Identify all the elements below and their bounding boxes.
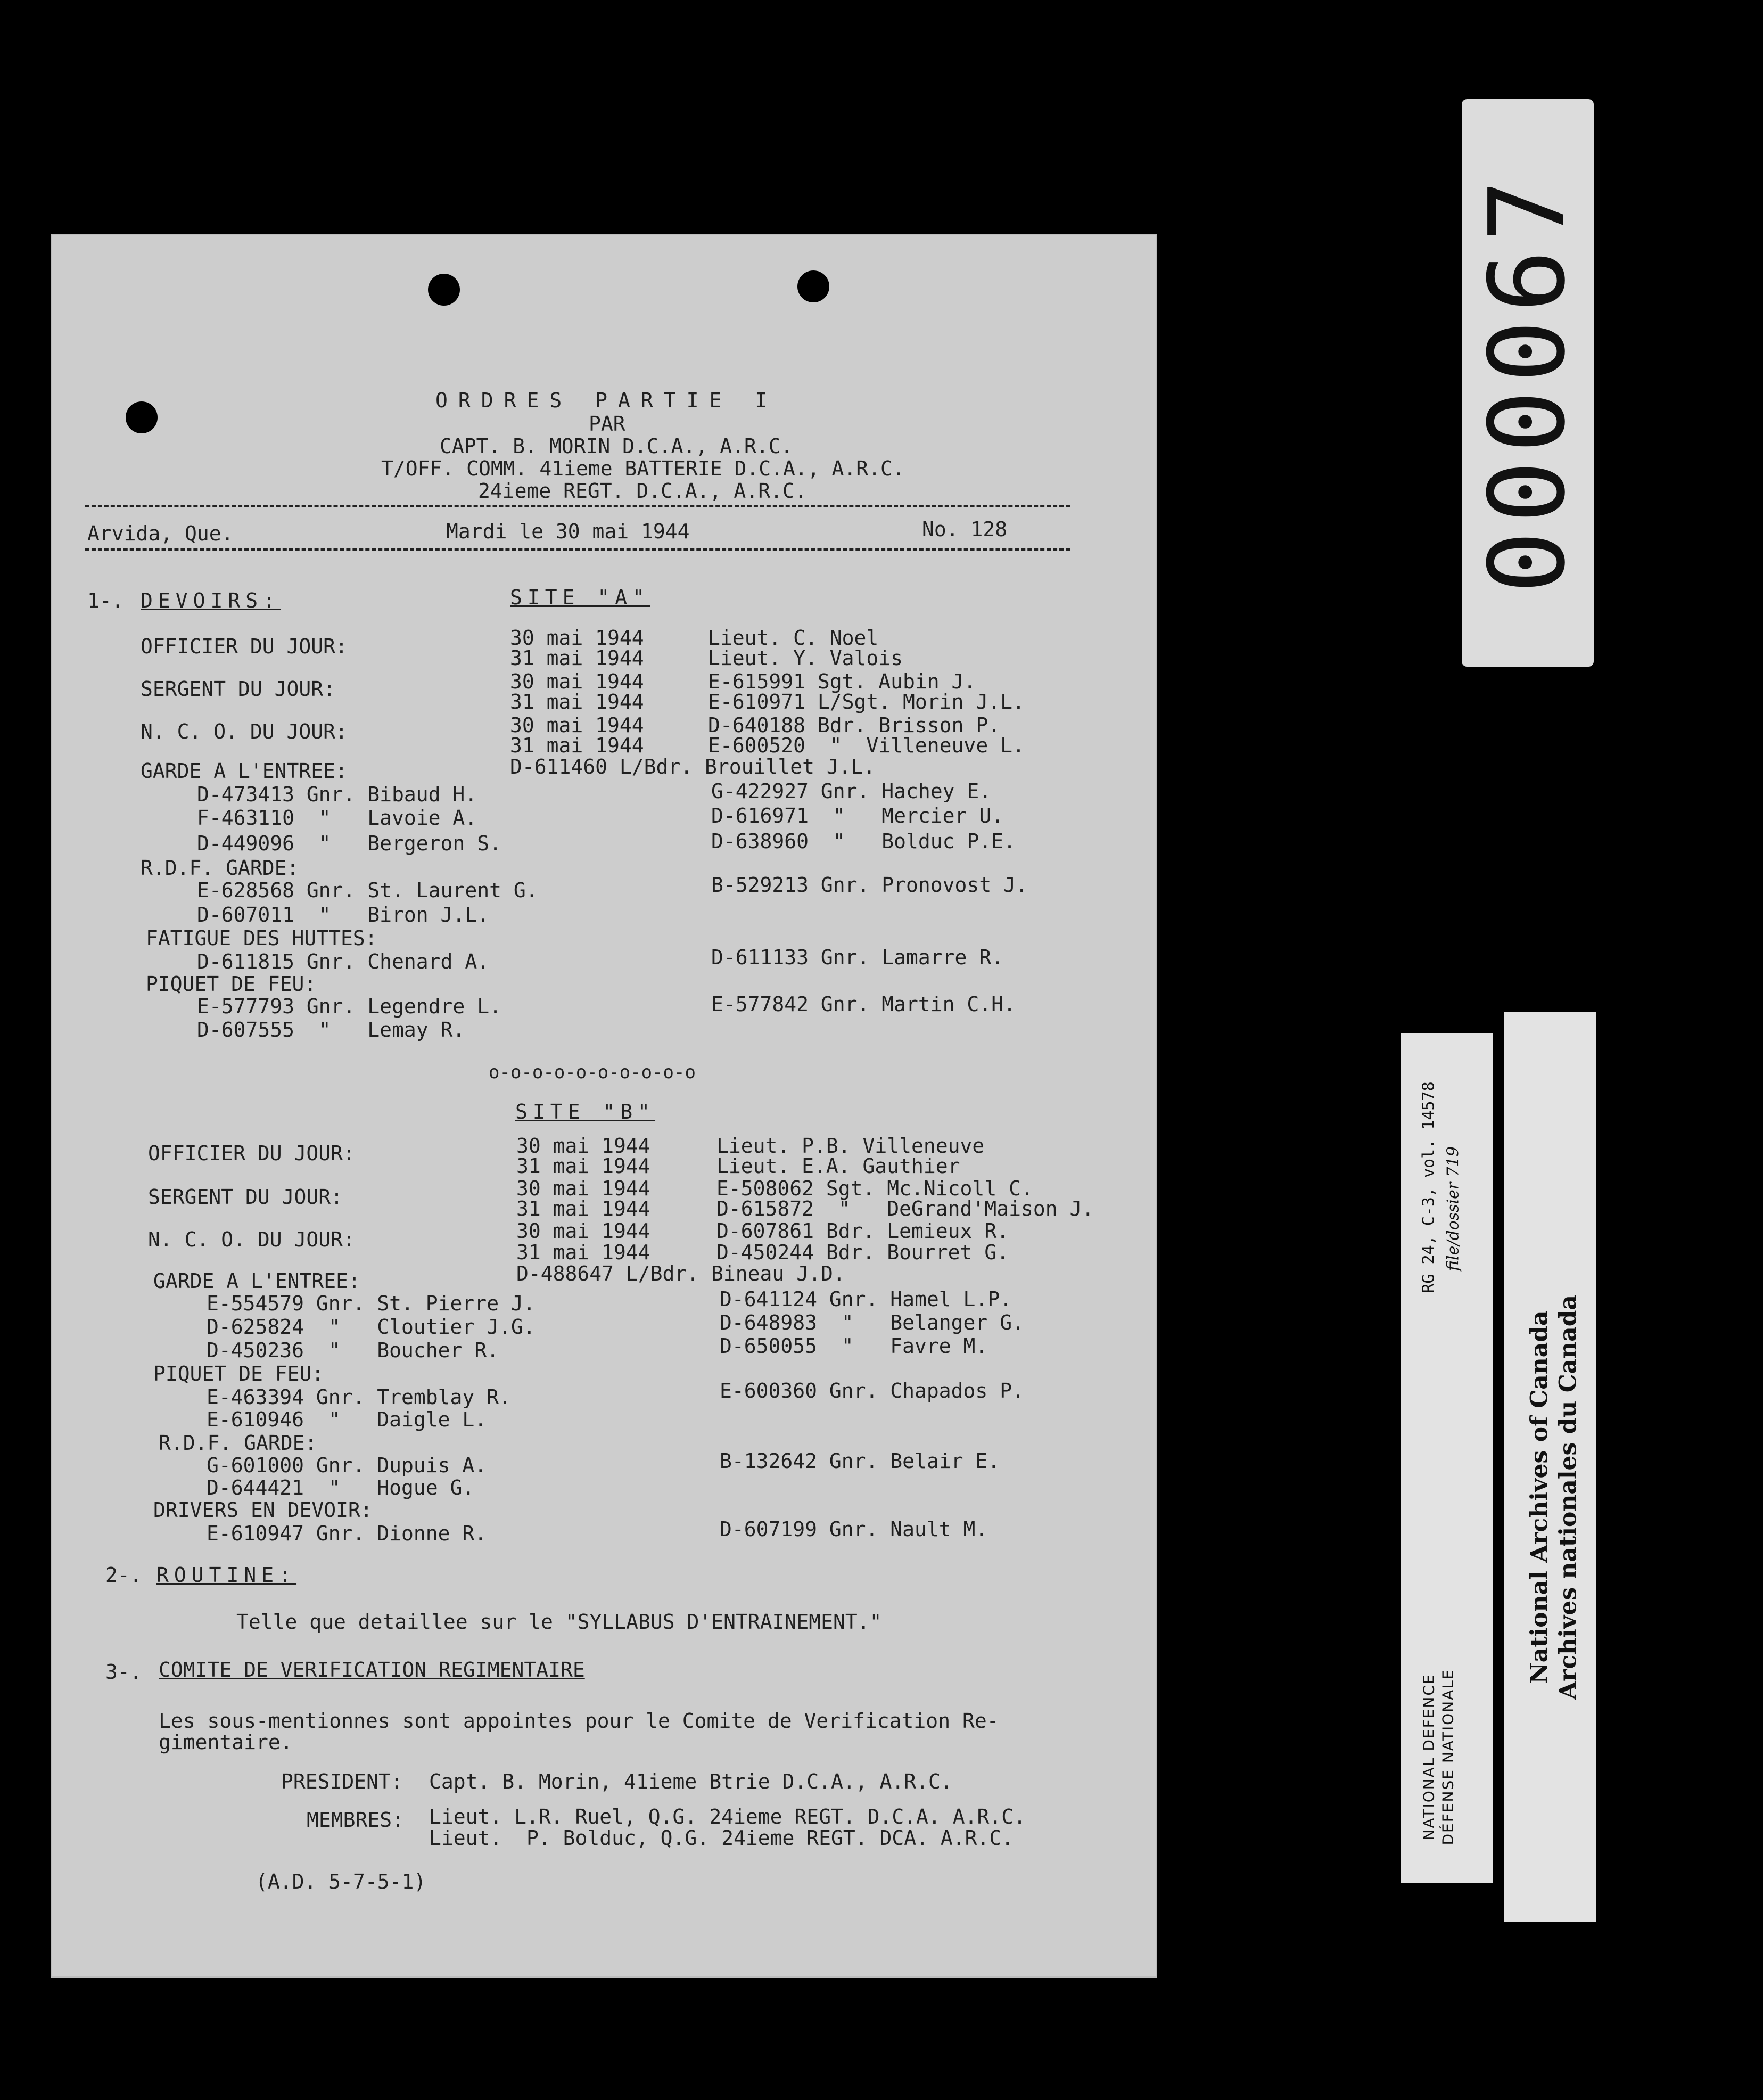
list-entry: E-577842 Gnr. Martin C.H. xyxy=(711,992,1016,1016)
document-title: ORDRES PARTIE I xyxy=(435,389,778,412)
list-entry: D-611133 Gnr. Lamarre R. xyxy=(711,946,1004,969)
list-label: FATIGUE DES HUTTES: xyxy=(146,926,377,950)
department-line: NATIONAL DEFENCE xyxy=(1420,1674,1438,1841)
duty-label: OFFICIER DU JOUR: xyxy=(148,1142,355,1165)
list-entry: D-473413 Gnr. Bibaud H. xyxy=(197,783,477,806)
duty-date: 31 mai 1944 xyxy=(516,1197,650,1220)
duty-date: 30 mai 1944 xyxy=(516,1177,650,1200)
members-label: MEMBRES: xyxy=(307,1808,405,1832)
member-entry: Lieut. P. Bolduc, Q.G. 24ieme REGT. DCA. A.R.C. xyxy=(429,1826,1014,1850)
list-entry: G-601000 Gnr. Dupuis A. xyxy=(207,1454,487,1477)
section-number: 1-. xyxy=(87,589,124,612)
archives-name-en: National Archives of Canada xyxy=(1526,1310,1553,1684)
duty-entry: D-640188 Bdr. Brisson P. xyxy=(708,713,1001,737)
duty-label: OFFICIER DU JOUR: xyxy=(141,635,348,658)
department-line: DÉFENSE NATIONALE xyxy=(1439,1669,1457,1845)
header-rule xyxy=(85,505,1070,507)
list-entry: D-611460 L/Bdr. Brouillet J.L. xyxy=(510,755,876,778)
list-label: GARDE A L'ENTREE: xyxy=(153,1269,360,1293)
list-entry: D-449096 " Bergeron S. xyxy=(197,832,501,855)
order-date: Mardi le 30 mai 1944 xyxy=(446,520,690,543)
duty-label: N. C. O. DU JOUR: xyxy=(141,720,348,743)
site-b-heading: SITE "B" xyxy=(515,1100,656,1123)
section-number: 2-. xyxy=(105,1563,142,1587)
routine-text: Telle que detaillee sur le "SYLLABUS D'ENTRAINEMENT." xyxy=(236,1610,882,1634)
paragraph-line: Les sous-mentionnes sont appointes pour le Comite de Verification Re- xyxy=(159,1709,999,1733)
separator: o-o-o-o-o-o-o-o-o-o xyxy=(489,1062,696,1083)
duty-entry: Lieut. Y. Valois xyxy=(708,646,903,670)
reference-line: file/dossier 719 xyxy=(1444,1146,1463,1272)
list-entry: E-610947 Gnr. Dionne R. xyxy=(207,1522,487,1545)
list-entry: D-616971 " Mercier U. xyxy=(711,804,1004,827)
list-entry: F-463110 " Lavoie A. xyxy=(197,806,477,830)
list-entry: B-132642 Gnr. Belair E. xyxy=(720,1449,1000,1473)
duty-date: 31 mai 1944 xyxy=(510,646,644,670)
list-label: R.D.F. GARDE: xyxy=(159,1431,317,1455)
header-line-3: 24ieme REGT. D.C.A., A.R.C. xyxy=(478,479,807,503)
list-entry: G-422927 Gnr. Hachey E. xyxy=(711,780,992,803)
section-title: DEVOIRS: xyxy=(141,589,281,612)
president-name: Capt. B. Morin, 41ieme Btrie D.C.A., A.R.C. xyxy=(429,1770,953,1793)
list-entry: E-610946 " Daigle L. xyxy=(207,1408,487,1431)
list-entry: D-641124 Gnr. Hamel L.P. xyxy=(720,1287,1012,1311)
president-label: PRESIDENT: xyxy=(281,1770,403,1793)
header-line-1: CAPT. B. MORIN D.C.A., A.R.C. xyxy=(440,434,793,458)
duty-entry: D-615872 " DeGrand'Maison J. xyxy=(716,1197,1094,1220)
punch-hole xyxy=(126,401,158,433)
duty-date: 30 mai 1944 xyxy=(510,713,644,737)
duty-entry: D-607861 Bdr. Lemieux R. xyxy=(716,1219,1009,1243)
list-entry: E-554579 Gnr. St. Pierre J. xyxy=(207,1292,536,1315)
list-entry: B-529213 Gnr. Pronovost J. xyxy=(711,873,1028,897)
duty-entry: Lieut. P.B. Villeneuve xyxy=(716,1134,985,1158)
paragraph-line: gimentaire. xyxy=(159,1730,293,1754)
duty-entry: Lieut. C. Noel xyxy=(708,626,879,650)
archive-reference-label xyxy=(1401,1033,1493,1883)
duty-date: 31 mai 1944 xyxy=(510,734,644,757)
list-entry: D-648983 " Belanger G. xyxy=(720,1311,1024,1334)
frame-number: 000067 xyxy=(1467,171,1588,594)
duty-date: 30 mai 1944 xyxy=(516,1134,650,1158)
list-label: GARDE A L'ENTREE: xyxy=(141,759,348,783)
duty-entry: E-615991 Sgt. Aubin J. xyxy=(708,670,976,693)
duty-label: SERGENT DU JOUR: xyxy=(141,677,336,701)
list-entry: D-644421 " Hogue G. xyxy=(207,1476,475,1499)
list-entry: D-625824 " Cloutier J.G. xyxy=(207,1315,536,1339)
duty-date: 30 mai 1944 xyxy=(510,670,644,693)
section-title: ROUTINE: xyxy=(156,1563,297,1587)
list-label: R.D.F. GARDE: xyxy=(141,856,299,880)
duty-entry: E-600520 " Villeneuve L. xyxy=(708,734,1025,757)
duty-entry: E-610971 L/Sgt. Morin J.L. xyxy=(708,690,1025,713)
national-archives-label xyxy=(1504,1012,1596,1922)
list-entry: D-488647 L/Bdr. Bineau J.D. xyxy=(516,1262,845,1285)
section-title: COMITE DE VERIFICATION REGIMENTAIRE xyxy=(159,1658,585,1681)
list-entry: D-650055 " Favre M. xyxy=(720,1334,988,1358)
header-line-2: T/OFF. COMM. 41ieme BATTERIE D.C.A., A.R.C. xyxy=(381,457,905,480)
member-entry: Lieut. L.R. Ruel, Q.G. 24ieme REGT. D.C.A. A.R.C. xyxy=(429,1805,1026,1828)
place: Arvida, Que. xyxy=(87,522,234,545)
list-label: PIQUET DE FEU: xyxy=(153,1362,324,1385)
list-entry: E-463394 Gnr. Tremblay R. xyxy=(207,1385,511,1409)
list-entry: D-450236 " Boucher R. xyxy=(207,1339,499,1362)
punch-hole xyxy=(797,270,829,302)
duty-entry: Lieut. E.A. Gauthier xyxy=(716,1154,960,1178)
list-entry: E-628568 Gnr. St. Laurent G. xyxy=(197,879,538,902)
list-label: PIQUET DE FEU: xyxy=(146,972,317,996)
duty-date: 31 mai 1944 xyxy=(510,690,644,713)
duty-label: N. C. O. DU JOUR: xyxy=(148,1228,355,1251)
section-number: 3-. xyxy=(105,1660,142,1684)
site-a-heading: SITE "A" xyxy=(510,586,650,609)
reference-code: (A.D. 5-7-5-1) xyxy=(256,1870,426,1893)
header-rule xyxy=(85,548,1070,551)
reference-line: RG 24, C-3, vol. 14578 xyxy=(1419,1081,1438,1293)
order-number: No. 128 xyxy=(922,518,1008,541)
duty-entry: D-450244 Bdr. Bourret G. xyxy=(716,1241,1009,1264)
duty-date: 30 mai 1944 xyxy=(510,626,644,650)
list-entry: D-607199 Gnr. Nault M. xyxy=(720,1517,988,1541)
frame-number-stamp xyxy=(1462,99,1594,667)
duty-date: 31 mai 1944 xyxy=(516,1241,650,1264)
punch-hole xyxy=(428,274,460,306)
list-entry: D-607011 " Biron J.L. xyxy=(197,903,490,926)
order-page xyxy=(51,234,1157,1978)
list-entry: D-638960 " Bolduc P.E. xyxy=(711,830,1016,853)
duty-entry: E-508062 Sgt. Mc.Nicoll C. xyxy=(716,1177,1033,1200)
header-par: PAR xyxy=(589,412,625,436)
list-entry: D-607555 " Lemay R. xyxy=(197,1018,465,1041)
duty-date: 31 mai 1944 xyxy=(516,1154,650,1178)
list-entry: E-600360 Gnr. Chapados P. xyxy=(720,1379,1024,1402)
duty-label: SERGENT DU JOUR: xyxy=(148,1185,343,1209)
list-entry: D-611815 Gnr. Chenard A. xyxy=(197,950,490,973)
list-entry: E-577793 Gnr. Legendre L. xyxy=(197,995,501,1018)
archives-name-fr: Archives nationales du Canada xyxy=(1554,1294,1582,1700)
list-label: DRIVERS EN DEVOIR: xyxy=(153,1498,373,1522)
duty-date: 30 mai 1944 xyxy=(516,1219,650,1243)
